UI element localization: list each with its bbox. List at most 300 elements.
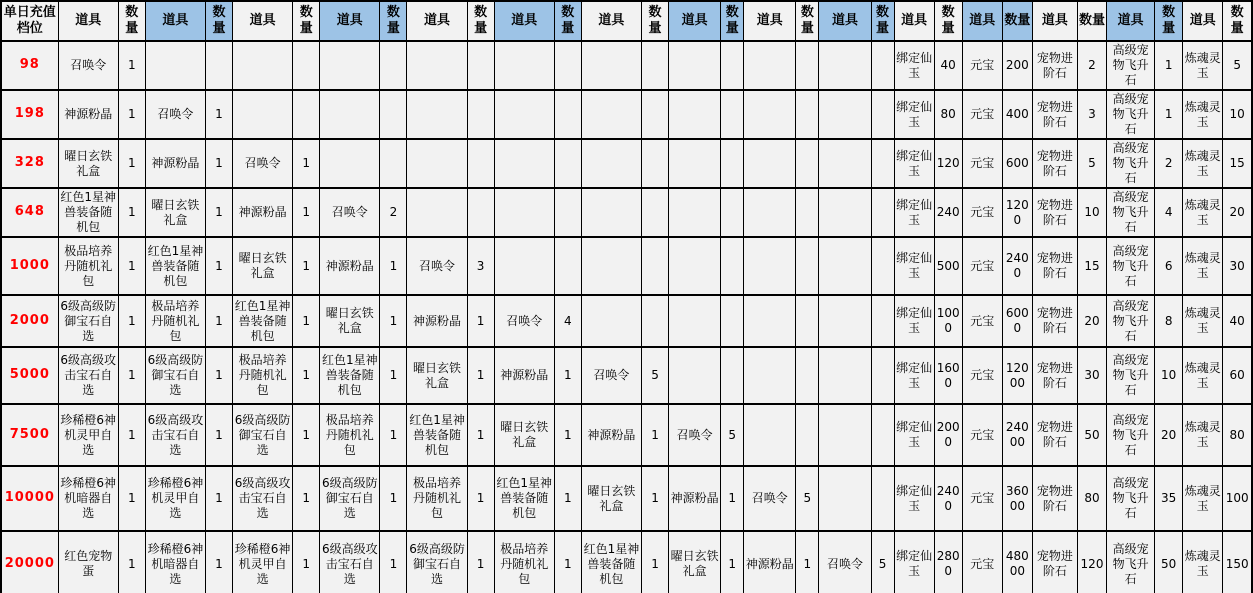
qty-cell [293, 90, 320, 139]
qty-cell: 1 [118, 188, 145, 237]
item-header-cell: 道具 [58, 1, 118, 41]
qty-cell: 1600 [934, 347, 962, 404]
qty-cell [554, 90, 581, 139]
item-cell: 红色1星神兽装备随机包 [581, 531, 641, 593]
item-cell: 曜日玄铁礼盒 [494, 404, 554, 466]
item-cell: 珍稀橙6神机灵甲自选 [58, 404, 118, 466]
qty-header-cell: 数量 [293, 1, 320, 41]
qty-cell: 6000 [1002, 295, 1032, 347]
item-cell: 宠物进阶石 [1032, 188, 1077, 237]
qty-cell: 1 [641, 531, 668, 593]
table-row [1, 466, 1252, 531]
item-cell [819, 90, 871, 139]
qty-cell [554, 237, 581, 295]
qty-cell [554, 41, 581, 90]
item-cell [233, 90, 293, 139]
qty-cell [796, 237, 819, 295]
item-cell [669, 90, 721, 139]
item-cell: 曜日玄铁礼盒 [320, 295, 380, 347]
qty-cell [205, 41, 232, 90]
qty-cell: 20 [1223, 188, 1252, 237]
item-cell: 召唤令 [145, 90, 205, 139]
qty-cell [721, 347, 744, 404]
tier-cell: 5000 [1, 347, 58, 404]
item-cell: 极品培养丹随机礼包 [145, 295, 205, 347]
qty-header-cell: 数量 [641, 1, 668, 41]
qty-cell: 2 [1155, 139, 1183, 188]
item-cell [581, 139, 641, 188]
item-cell [744, 295, 796, 347]
qty-cell: 36000 [1002, 466, 1032, 531]
item-cell [581, 295, 641, 347]
item-cell [744, 90, 796, 139]
item-header-cell: 道具 [669, 1, 721, 41]
item-cell: 珍稀橙6神机灵甲自选 [233, 531, 293, 593]
qty-cell: 1 [796, 531, 819, 593]
qty-cell: 1 [380, 347, 407, 404]
qty-cell [871, 347, 894, 404]
qty-cell: 600 [1002, 139, 1032, 188]
item-cell: 炼魂灵玉 [1183, 404, 1223, 466]
table-row [1, 531, 1252, 593]
qty-cell: 1 [641, 466, 668, 531]
qty-cell [721, 188, 744, 237]
qty-cell [641, 188, 668, 237]
item-cell: 炼魂灵玉 [1183, 531, 1223, 593]
item-cell: 元宝 [962, 347, 1002, 404]
item-cell [145, 41, 205, 90]
qty-cell: 1 [293, 139, 320, 188]
qty-cell: 2 [380, 188, 407, 237]
qty-cell: 10 [1155, 347, 1183, 404]
qty-cell: 1 [721, 531, 744, 593]
qty-cell: 1 [118, 466, 145, 531]
qty-cell: 1 [205, 90, 232, 139]
qty-cell: 1 [205, 531, 232, 593]
qty-cell [641, 139, 668, 188]
item-cell: 炼魂灵玉 [1183, 466, 1223, 531]
qty-header-cell: 数量 [380, 1, 407, 41]
item-cell: 红色1星神兽装备随机包 [407, 404, 467, 466]
item-cell: 曜日玄铁礼盒 [233, 237, 293, 295]
item-cell: 高级宠物飞升石 [1107, 531, 1155, 593]
qty-cell [796, 41, 819, 90]
qty-cell [796, 347, 819, 404]
qty-cell: 1 [205, 295, 232, 347]
qty-cell: 1 [293, 347, 320, 404]
item-header-cell: 道具 [320, 1, 380, 41]
qty-cell: 1 [118, 237, 145, 295]
item-cell [669, 237, 721, 295]
item-cell: 炼魂灵玉 [1183, 90, 1223, 139]
qty-cell: 1 [467, 531, 494, 593]
item-cell [407, 41, 467, 90]
qty-cell: 1 [118, 139, 145, 188]
tier-cell: 98 [1, 41, 58, 90]
qty-cell: 5 [721, 404, 744, 466]
qty-cell: 5 [871, 531, 894, 593]
qty-cell [871, 139, 894, 188]
item-cell [581, 41, 641, 90]
item-cell: 红色1星神兽装备随机包 [233, 295, 293, 347]
item-cell: 炼魂灵玉 [1183, 237, 1223, 295]
qty-cell: 100 [1223, 466, 1252, 531]
qty-cell [871, 188, 894, 237]
item-cell [819, 404, 871, 466]
item-cell: 高级宠物飞升石 [1107, 41, 1155, 90]
qty-cell [467, 41, 494, 90]
table-row [1, 90, 1252, 139]
qty-cell: 35 [1155, 466, 1183, 531]
item-header-cell: 道具 [407, 1, 467, 41]
tier-cell: 648 [1, 188, 58, 237]
item-cell [407, 188, 467, 237]
qty-header-cell: 数量 [934, 1, 962, 41]
item-header-cell: 道具 [962, 1, 1002, 41]
tier-cell: 7500 [1, 404, 58, 466]
qty-cell: 2400 [1002, 237, 1032, 295]
qty-cell: 48000 [1002, 531, 1032, 593]
item-cell: 6级高级防御宝石自选 [233, 404, 293, 466]
tier-header-cell: 单日充值档位 [1, 1, 58, 41]
tier-cell: 198 [1, 90, 58, 139]
item-cell [407, 139, 467, 188]
qty-cell [871, 41, 894, 90]
qty-cell: 6 [1155, 237, 1183, 295]
qty-cell: 10 [1077, 188, 1106, 237]
tier-cell: 328 [1, 139, 58, 188]
qty-cell: 1 [380, 466, 407, 531]
item-cell: 炼魂灵玉 [1183, 139, 1223, 188]
qty-cell: 150 [1223, 531, 1252, 593]
qty-cell: 1 [554, 466, 581, 531]
qty-cell [796, 90, 819, 139]
qty-cell: 15 [1223, 139, 1252, 188]
item-header-cell: 道具 [494, 1, 554, 41]
qty-cell: 2000 [934, 404, 962, 466]
qty-cell: 30 [1223, 237, 1252, 295]
item-cell [320, 90, 380, 139]
qty-cell: 1 [554, 404, 581, 466]
item-cell: 极品培养丹随机礼包 [233, 347, 293, 404]
table-row [1, 347, 1252, 404]
item-cell: 绑定仙玉 [894, 347, 934, 404]
item-cell: 绑定仙玉 [894, 237, 934, 295]
item-cell: 元宝 [962, 188, 1002, 237]
qty-cell: 3 [467, 237, 494, 295]
item-header-cell: 道具 [581, 1, 641, 41]
item-cell: 宠物进阶石 [1032, 90, 1077, 139]
item-cell: 极品培养丹随机礼包 [320, 404, 380, 466]
item-cell: 绑定仙玉 [894, 41, 934, 90]
item-cell: 元宝 [962, 295, 1002, 347]
item-cell: 宠物进阶石 [1032, 295, 1077, 347]
tier-cell: 2000 [1, 295, 58, 347]
item-cell: 元宝 [962, 404, 1002, 466]
qty-cell [796, 295, 819, 347]
qty-cell: 1 [380, 237, 407, 295]
item-cell: 珍稀橙6神机灵甲自选 [145, 466, 205, 531]
item-cell: 极品培养丹随机礼包 [407, 466, 467, 531]
qty-cell: 1 [1155, 90, 1183, 139]
item-cell: 神源粉晶 [581, 404, 641, 466]
item-cell: 6级高级攻击宝石自选 [145, 404, 205, 466]
qty-cell [721, 139, 744, 188]
qty-cell [641, 90, 668, 139]
item-cell: 高级宠物飞升石 [1107, 295, 1155, 347]
qty-cell [871, 237, 894, 295]
item-cell [581, 188, 641, 237]
item-cell: 高级宠物飞升石 [1107, 347, 1155, 404]
qty-cell: 1 [380, 531, 407, 593]
item-cell [819, 41, 871, 90]
item-header-cell: 道具 [894, 1, 934, 41]
qty-cell: 1000 [934, 295, 962, 347]
table-row [1, 237, 1252, 295]
table-row [1, 41, 1252, 90]
qty-cell: 1 [554, 531, 581, 593]
qty-cell: 60 [1223, 347, 1252, 404]
qty-cell: 1 [467, 404, 494, 466]
qty-cell: 1 [205, 466, 232, 531]
qty-cell: 4 [1155, 188, 1183, 237]
qty-cell [380, 139, 407, 188]
qty-cell: 1 [205, 188, 232, 237]
tier-cell: 1000 [1, 237, 58, 295]
item-cell: 召唤令 [233, 139, 293, 188]
qty-cell: 1 [380, 295, 407, 347]
qty-cell: 2 [1077, 41, 1106, 90]
qty-cell: 200 [1002, 41, 1032, 90]
item-cell [494, 41, 554, 90]
item-cell: 神源粉晶 [407, 295, 467, 347]
item-cell [669, 139, 721, 188]
item-cell [744, 188, 796, 237]
qty-cell: 1 [293, 404, 320, 466]
item-header-cell: 道具 [1183, 1, 1223, 41]
qty-cell: 50 [1155, 531, 1183, 593]
item-cell [233, 41, 293, 90]
table-body [1, 41, 1252, 593]
item-cell: 元宝 [962, 90, 1002, 139]
item-cell: 召唤令 [581, 347, 641, 404]
tier-cell: 10000 [1, 466, 58, 531]
qty-cell: 1 [641, 404, 668, 466]
qty-cell: 1 [293, 531, 320, 593]
qty-header-cell: 数量 [871, 1, 894, 41]
qty-cell [721, 295, 744, 347]
item-cell: 元宝 [962, 466, 1002, 531]
item-cell: 炼魂灵玉 [1183, 347, 1223, 404]
qty-cell: 5 [796, 466, 819, 531]
qty-cell: 1 [467, 295, 494, 347]
qty-header-cell: 数量 [1077, 1, 1106, 41]
item-cell: 绑定仙玉 [894, 90, 934, 139]
qty-cell [796, 188, 819, 237]
qty-cell [641, 41, 668, 90]
item-cell: 神源粉晶 [58, 90, 118, 139]
qty-cell [467, 139, 494, 188]
item-cell: 宠物进阶石 [1032, 237, 1077, 295]
item-cell: 宠物进阶石 [1032, 466, 1077, 531]
qty-cell: 1 [118, 531, 145, 593]
item-cell: 宠物进阶石 [1032, 347, 1077, 404]
qty-cell: 40 [934, 41, 962, 90]
item-cell: 极品培养丹随机礼包 [494, 531, 554, 593]
item-cell: 召唤令 [320, 188, 380, 237]
qty-cell [871, 90, 894, 139]
item-cell [744, 237, 796, 295]
item-cell: 高级宠物飞升石 [1107, 188, 1155, 237]
item-cell: 曜日玄铁礼盒 [669, 531, 721, 593]
item-cell: 6级高级防御宝石自选 [407, 531, 467, 593]
item-cell [744, 347, 796, 404]
item-cell: 高级宠物飞升石 [1107, 90, 1155, 139]
item-cell: 曜日玄铁礼盒 [58, 139, 118, 188]
item-cell [819, 295, 871, 347]
qty-cell: 1 [118, 404, 145, 466]
item-header-cell: 道具 [1107, 1, 1155, 41]
qty-cell [380, 90, 407, 139]
item-cell: 红色1星神兽装备随机包 [494, 466, 554, 531]
qty-header-cell: 数量 [1223, 1, 1252, 41]
item-cell: 元宝 [962, 237, 1002, 295]
item-cell [320, 41, 380, 90]
qty-cell: 5 [641, 347, 668, 404]
qty-cell: 1 [467, 466, 494, 531]
qty-cell [796, 139, 819, 188]
item-cell: 召唤令 [407, 237, 467, 295]
item-header-cell: 道具 [744, 1, 796, 41]
qty-cell [467, 90, 494, 139]
item-cell: 宠物进阶石 [1032, 41, 1077, 90]
qty-cell [641, 295, 668, 347]
qty-cell: 2400 [934, 466, 962, 531]
item-cell: 宠物进阶石 [1032, 404, 1077, 466]
qty-cell [554, 188, 581, 237]
qty-cell: 1 [118, 41, 145, 90]
qty-cell [380, 41, 407, 90]
item-cell: 神源粉晶 [669, 466, 721, 531]
qty-header-cell: 数量 [721, 1, 744, 41]
item-cell [407, 90, 467, 139]
item-cell: 珍稀橙6神机暗器自选 [145, 531, 205, 593]
item-cell: 神源粉晶 [744, 531, 796, 593]
qty-header-cell: 数量 [205, 1, 232, 41]
item-cell: 炼魂灵玉 [1183, 295, 1223, 347]
item-cell: 红色宠物蛋 [58, 531, 118, 593]
item-cell: 绑定仙玉 [894, 404, 934, 466]
qty-header-cell: 数量 [1002, 1, 1032, 41]
qty-cell: 50 [1077, 404, 1106, 466]
item-cell [669, 41, 721, 90]
item-cell: 召唤令 [58, 41, 118, 90]
qty-cell [721, 41, 744, 90]
qty-cell [721, 237, 744, 295]
item-cell [581, 237, 641, 295]
item-cell: 高级宠物飞升石 [1107, 139, 1155, 188]
header-row [1, 1, 1252, 41]
qty-header-cell: 数量 [1155, 1, 1183, 41]
item-cell: 元宝 [962, 531, 1002, 593]
qty-cell: 1 [205, 237, 232, 295]
item-cell: 宠物进阶石 [1032, 139, 1077, 188]
item-cell: 珍稀橙6神机暗器自选 [58, 466, 118, 531]
item-cell [669, 188, 721, 237]
qty-cell: 15 [1077, 237, 1106, 295]
item-cell [819, 188, 871, 237]
qty-cell: 1 [205, 404, 232, 466]
item-cell: 高级宠物飞升石 [1107, 404, 1155, 466]
item-cell [581, 90, 641, 139]
item-header-cell: 道具 [1032, 1, 1077, 41]
item-cell: 神源粉晶 [320, 237, 380, 295]
qty-cell: 24000 [1002, 404, 1032, 466]
item-cell: 绑定仙玉 [894, 531, 934, 593]
item-cell: 红色1星神兽装备随机包 [145, 237, 205, 295]
item-cell: 曜日玄铁礼盒 [407, 347, 467, 404]
item-header-cell: 道具 [233, 1, 293, 41]
qty-cell: 4 [554, 295, 581, 347]
item-cell [819, 347, 871, 404]
item-cell [744, 139, 796, 188]
qty-cell: 500 [934, 237, 962, 295]
qty-cell: 1 [721, 466, 744, 531]
item-cell: 绑定仙玉 [894, 139, 934, 188]
item-cell: 6级高级攻击宝石自选 [58, 347, 118, 404]
item-cell: 曜日玄铁礼盒 [581, 466, 641, 531]
table-row [1, 295, 1252, 347]
qty-cell: 1 [293, 295, 320, 347]
tier-cell: 20000 [1, 531, 58, 593]
qty-cell: 1 [554, 347, 581, 404]
item-cell: 6级高级防御宝石自选 [145, 347, 205, 404]
item-cell [744, 41, 796, 90]
qty-cell: 1 [1155, 41, 1183, 90]
item-cell: 红色1星神兽装备随机包 [58, 188, 118, 237]
qty-cell: 1 [205, 347, 232, 404]
qty-cell: 120 [934, 139, 962, 188]
qty-header-cell: 数量 [796, 1, 819, 41]
item-cell: 高级宠物飞升石 [1107, 466, 1155, 531]
item-cell [669, 347, 721, 404]
item-cell: 绑定仙玉 [894, 188, 934, 237]
item-cell: 神源粉晶 [494, 347, 554, 404]
item-cell: 炼魂灵玉 [1183, 41, 1223, 90]
item-cell [320, 139, 380, 188]
qty-cell [467, 188, 494, 237]
item-header-cell: 道具 [145, 1, 205, 41]
qty-cell: 1 [467, 347, 494, 404]
qty-cell: 1200 [1002, 188, 1032, 237]
item-cell: 曜日玄铁礼盒 [145, 188, 205, 237]
qty-cell: 1 [118, 347, 145, 404]
item-cell [494, 188, 554, 237]
item-cell: 召唤令 [819, 531, 871, 593]
item-cell: 神源粉晶 [145, 139, 205, 188]
qty-cell [871, 404, 894, 466]
qty-cell: 240 [934, 188, 962, 237]
item-header-cell: 道具 [819, 1, 871, 41]
qty-cell: 2800 [934, 531, 962, 593]
item-cell: 召唤令 [494, 295, 554, 347]
qty-cell: 10 [1223, 90, 1252, 139]
item-cell [494, 237, 554, 295]
qty-header-cell: 数量 [554, 1, 581, 41]
item-cell: 高级宠物飞升石 [1107, 237, 1155, 295]
qty-cell: 1 [118, 90, 145, 139]
qty-cell [796, 404, 819, 466]
